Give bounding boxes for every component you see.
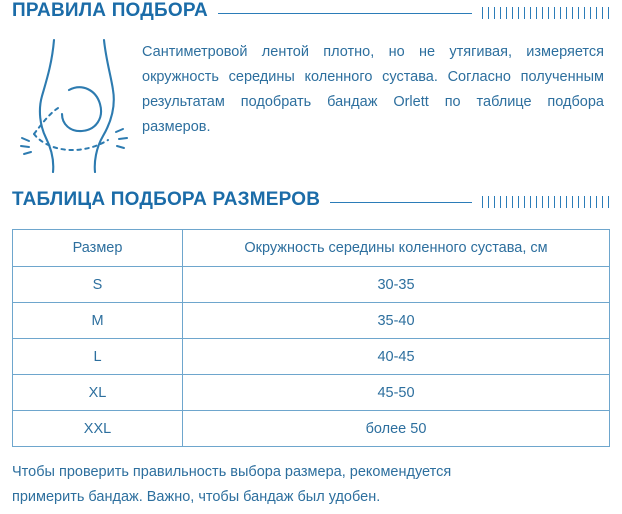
size-table — [12, 229, 610, 447]
table-row — [13, 339, 610, 375]
rules-header-rule — [218, 13, 472, 14]
cell-range: 35-40 — [183, 303, 610, 339]
table-row — [13, 303, 610, 339]
cell-size: XL — [13, 375, 183, 411]
knee-measurement-illustration — [12, 38, 142, 173]
sizes-section-header — [12, 189, 610, 211]
rules-paragraph: Сантиметровой лентой плотно, но не утягивая, измеряется окружность середины коленного сустава. Согласно полученным результатам подобрать бандаж Orlett по таблице подбора размеров. — [142, 44, 604, 135]
footer-note-line-1: Чтобы проверить правильность выбора размера, рекомендуется — [12, 464, 452, 480]
cell-range: более 50 — [183, 411, 610, 447]
column-header-circumference: Окружность середины коленного сустава, см — [183, 230, 610, 267]
footer-note-line-2: примерить бандаж. Важно, чтобы бандаж был удобен. — [12, 489, 381, 505]
table-row — [13, 411, 610, 447]
sizes-header-rule — [330, 202, 472, 203]
rules-section-title: ПРАВИЛА ПОДБОРА — [12, 0, 208, 21]
size-table-wrapper — [12, 229, 610, 447]
column-header-size: Размер — [13, 230, 183, 267]
table-row — [13, 267, 610, 303]
footer-note — [12, 460, 610, 510]
cell-size: M — [13, 303, 183, 339]
sizes-header-dotted-rule — [482, 196, 610, 208]
cell-range: 45-50 — [183, 375, 610, 411]
rules-header-dotted-rule — [482, 7, 610, 19]
cell-size: XXL — [13, 411, 183, 447]
table-row — [13, 375, 610, 411]
rules-content — [12, 38, 610, 173]
cell-size: S — [13, 267, 183, 303]
cell-range: 30-35 — [183, 267, 610, 303]
cell-size: L — [13, 339, 183, 375]
table-header-row — [13, 230, 610, 267]
cell-range: 40-45 — [183, 339, 610, 375]
sizes-section-title: ТАБЛИЦА ПОДБОРА РАЗМЕРОВ — [12, 189, 321, 210]
rules-section-header — [12, 0, 610, 22]
